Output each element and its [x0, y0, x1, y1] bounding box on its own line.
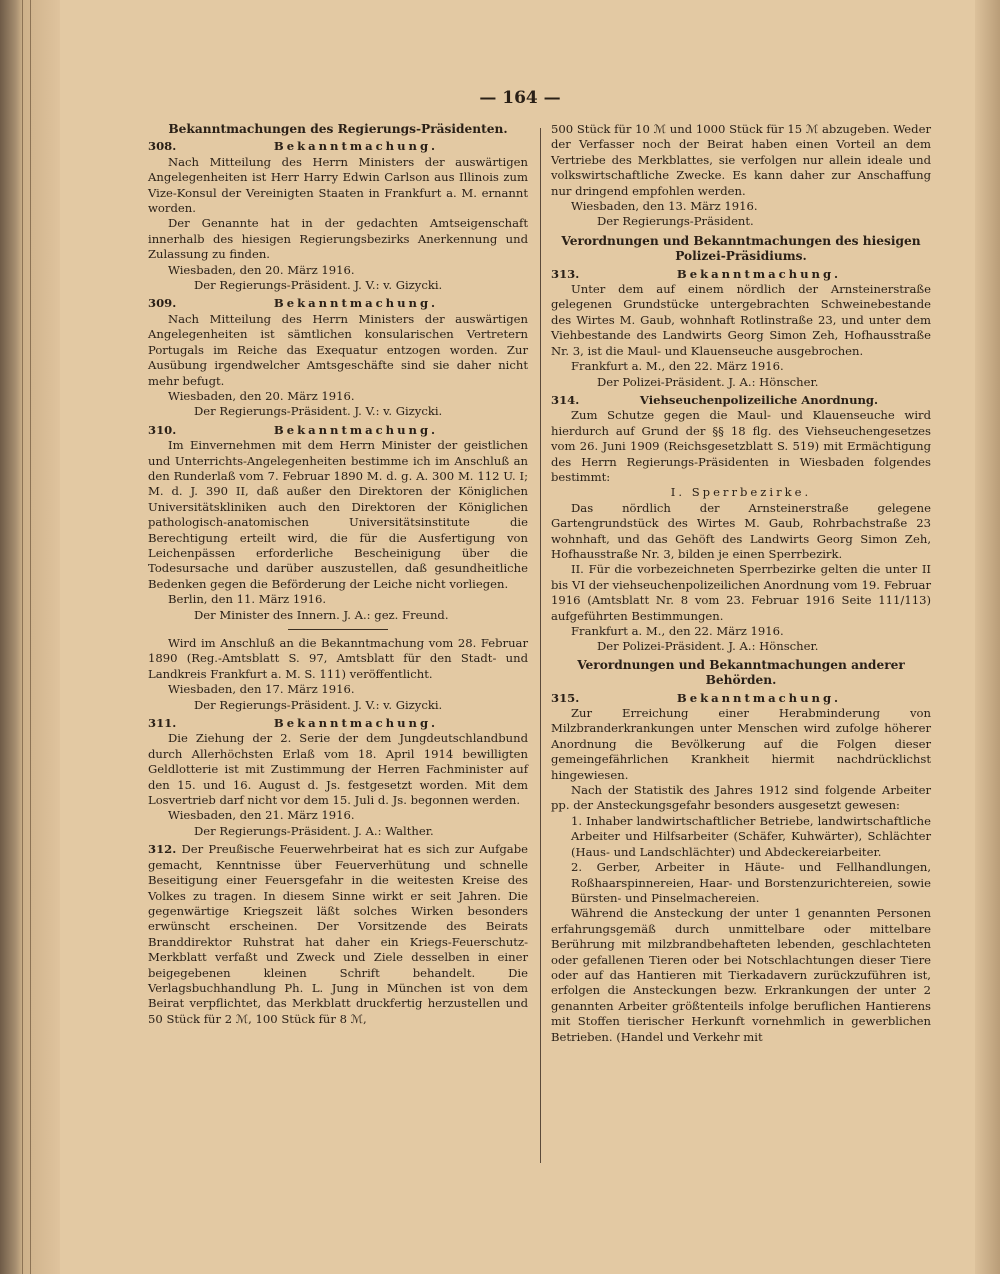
- entry-text: Nach der Statistik des Jahres 1912 sind folgende Arbeiter pp. der Ansteckungsgefahr besonders ausgesetzt gewesen:: [551, 783, 931, 813]
- binding-edge-line: [30, 0, 31, 1274]
- entry-308: [148, 139, 528, 293]
- entry-number: 314.: [551, 392, 580, 407]
- book-binding: [0, 0, 22, 1274]
- entry-signature: Der Regierungs-Präsident. J. V.: v. Gizycki.: [194, 278, 443, 293]
- entry-signature: Der Regierungs-Präsident.: [597, 214, 754, 229]
- entry-title: Bekanntmachung.: [273, 422, 439, 437]
- entry-text: Die Ziehung der 2. Serie der dem Jungdeutschlandbund durch Allerhöchsten Erlaß vom 18. April 1914 bewilligten Geldlotterie ist mit Zustimmung der Herren Fachminister auf den 15. und 16. August d. Js. festgesetzt worden. Mit dem Losvertrieb darf nicht vor dem 15. Juli d. Js. begonnen werden.: [148, 731, 528, 808]
- entry-number: 310.: [148, 422, 177, 437]
- entry-text: Das nördlich der Arnsteinerstraße gelegene Gartengrundstück des Wirtes M. Gaub, Rohrbachstraße 23 wohnhaft, und das Gehöft des Landwirts Georg Simon Zeh, Hofhausstraße Nr. 3, bilden je einen Sperrbezirk.: [551, 500, 931, 561]
- page-gutter: [22, 0, 60, 1274]
- left-column: [148, 122, 528, 1030]
- entry-signature: Der Polizei-Präsident. J. A.: Hönscher.: [597, 639, 819, 654]
- entry-number: 309.: [148, 296, 177, 311]
- entry-signature: Der Minister des Innern. J. A.: gez. Freund.: [194, 607, 449, 622]
- subheading: I. Sperrbezirke.: [670, 485, 812, 500]
- entry-title: Bekanntmachung.: [676, 266, 842, 281]
- binding-edge-line: [22, 0, 23, 1274]
- entry-312: [148, 842, 528, 1027]
- entry-text: Zum Schutze gegen die Maul- und Klauenseuche wird hierdurch auf Grund der §§ 18 flg. des Viehseuchengesetzes vom 26. Juni 1909 (Reichsgesetzblatt S. 519) mit Ermächtigung des Herrn Regierungs-Präsidenten in Wiesbaden folgendes bestimmt:: [551, 408, 931, 484]
- entry-title: Bekanntmachung.: [676, 690, 842, 705]
- entry-text: Nach Mitteilung des Herrn Ministers der auswärtigen Angelegenheiten ist Herr Harry Edwin Carlson aus Illinois zum Vize-Konsul der Vereinigten Staaten in Frankfurt a. M. ernannt worden.: [148, 154, 528, 216]
- entry-signature: Der Polizei-Präsident. J. A.: Hönscher.: [597, 374, 819, 389]
- entry-signature: Der Regierungs-Präsident. J. V.: v. Gizycki.: [194, 404, 443, 419]
- entry-title: Viehseuchenpolizeiliche Anordnung.: [639, 392, 879, 407]
- entry-text: Der Genannte hat in der gedachten Amtseigenschaft innerhalb des hiesigen Regierungsbezirks Anerkennung und Zulassung zu finden.: [148, 216, 528, 262]
- entry-signature: Der Regierungs-Präsident. J. V.: v. Gizycki.: [194, 697, 443, 712]
- entry-text: Im Einvernehmen mit dem Herrn Minister der geistlichen und Unterrichts-Angelegenheiten bestimme ich im Anschluß an den Runderlaß vom 7. Februar 1890 M. d. g. A. 300 M. 112 U. I; M. d. J. 390 II, daß außer den Direktoren der Königlichen Universitätskliniken auch den Direktoren der Königlichen pathologisch-anatomischen Universitätsinstitute die Berechtigung erteilt wird, die für die Ausfertigung von Leichenpässen erforderliche Bescheinigung über die Todesursache und darüber auszustellen, daß gesundheitliche Bedenken gegen die Beförderung der Leiche nicht vorliegen.: [148, 438, 528, 591]
- entry-number: 312.: [148, 842, 177, 857]
- entry-number: 313.: [551, 266, 580, 281]
- entry-signature: Der Regierungs-Präsident. J. A.: Walther.: [194, 823, 434, 838]
- entry-text: [148, 842, 528, 1027]
- separator-rule: [288, 629, 388, 630]
- page-edge: [975, 0, 1000, 1274]
- entry-date: Wiesbaden, den 13. März 1916.: [571, 199, 758, 214]
- entry-title: Bekanntmachung.: [273, 296, 439, 311]
- entry-date: Wiesbaden, den 20. März 1916.: [168, 388, 355, 403]
- continuation-text: 500 Stück für 10 ℳ und 1000 Stück für 15 ℳ abzugeben. Weder der Verfasser noch der Beirat haben einen Vorteil an dem Vertriebe des Merkblattes, sie verfolgen nur allein ideale und volkswirtschaftliche Zwecke. Es kann daher zur Anschaffung nur dringend empfohlen werden.: [551, 122, 931, 198]
- entry-text: Wird im Anschluß an die Bekanntmachung vom 28. Februar 1890 (Reg.-Amtsblatt S. 97, Amtsblatt für den Stadt- und Landkreis Frankfurt a. M. S. 111) veröffentlicht.: [148, 636, 528, 681]
- entry-text: Zur Erreichung einer Herabminderung von Milzbranderkrankungen unter Menschen wird zufolge höherer Anordnung die Bevölkerung auf die Folgen dieser gemeingefährlichen Krankheit hiermit nachdrücklichst hingewiesen.: [551, 706, 931, 782]
- entry-text: II. Für die vorbezeichneten Sperrbezirke gelten die unter II bis VI der viehseuchenpolizeilichen Anordnung vom 19. Februar 1916 (Amtsblatt Nr. 8 vom 23. Februar 1916 Seite 111/113) aufgeführten Bestimmungen.: [551, 562, 931, 623]
- list-item: 2. Gerber, Arbeiter in Häute- und Fellhandlungen, Roßhaarspinnereien, Haar- und Borstenzurichtereien, sowie Bürsten- und Pinselmachereien.: [571, 860, 931, 905]
- entry-number: 315.: [551, 690, 580, 705]
- entry-311: [148, 716, 528, 839]
- entry-number: 308.: [148, 139, 177, 154]
- section-heading: Verordnungen und Bekanntmachungen des hiesigen Polizei-Präsidiums.: [561, 233, 921, 264]
- entry-title: Bekanntmachung.: [273, 139, 439, 154]
- right-column: [551, 122, 931, 1048]
- entry-313: [551, 267, 931, 390]
- entry-date: Wiesbaden, den 17. März 1916.: [168, 682, 355, 697]
- section-heading: Bekanntmachungen des Regierungs-Präsidenten.: [168, 122, 508, 136]
- entry-text: Nach Mitteilung des Herrn Ministers der auswärtigen Angelegenheiten ist sämtlichen konsularischen Vertretern Portugals im Reiche das Exequatur entzogen worden. Zur Ausübung irgendwelcher Amtsgeschäfte sind sie daher nicht mehr befugt.: [148, 311, 528, 388]
- entry-text: Unter dem auf einem nördlich der Arnsteinerstraße gelegenen Grundstücke untergebrachten Schweinebestande des Wirtes M. Gaub, wohnhaft Rotlinstraße 23, und unter dem Viehbestande des Landwirts Georg Simon Zeh, Hofhausstraße Nr. 3, ist die Maul- und Klauenseuche ausgebrochen.: [551, 282, 931, 358]
- page-number: — 164 —: [479, 88, 561, 108]
- entry-date: Wiesbaden, den 21. März 1916.: [168, 808, 355, 823]
- column-divider: [540, 128, 541, 1163]
- entry-body: Der Preußische Feuerwehrbeirat hat es sich zur Aufgabe gemacht, Kenntnisse über Feuerverhütung und schnelle Beseitigung einer Feuersgefahr in die weitesten Kreise des Volkes zu tragen. In diesem Sinne wirkt er seit Jahren. Die gegenwärtige Kriegszeit läßt solches Wirken besonders erwünscht erscheinen. Der Vorsitzende des Beirats Branddirektor Ruhstrat hat daher ein Kriegs-Feuerschutz-Merkblatt verfaßt und Zweck und Ziele desselben in einer beigegebenen kleinen Schrift behandelt. Die Verlagsbuchhandlung Ph. L. Jung in München ist von dem Beirat verpflichtet, das Merkblatt druckfertig herzustellen und 50 Stück für 2 ℳ, 100 Stück für 8 ℳ,: [148, 842, 529, 1026]
- entry-number: 311.: [148, 716, 177, 731]
- entry-309: [148, 296, 528, 419]
- entry-314: [551, 393, 931, 655]
- entry-text: Während die Ansteckung der unter 1 genannten Personen erfahrungsgemäß durch unmittelbare oder mittelbare Berührung mit milzbrandbehafteten lebenden, geschlachteten oder gefallenen Tieren oder bei Notschlachtungen dieser Tiere oder auf das Hantieren mit Tierkadavern zurückzuführen ist, erfolgen die Ansteckungen bezw. Erkrankungen der unter 2 genannten Arbeiter größtenteils infolge beruflichen Hantierens mit Stoffen tierischer Herkunft vornehmlich in gewerblichen Betrieben. (Handel und Verkehr mit: [551, 906, 931, 1044]
- entry-date: Frankfurt a. M., den 22. März 1916.: [571, 624, 784, 638]
- entry-date: Wiesbaden, den 20. März 1916.: [168, 262, 355, 277]
- section-heading: Verordnungen und Bekanntmachungen anderer Behörden.: [577, 657, 905, 688]
- entry-315: [551, 691, 931, 1045]
- entry-title: Bekanntmachung.: [273, 716, 439, 731]
- entry-date: Berlin, den 11. März 1916.: [168, 592, 327, 607]
- list-item: 1. Inhaber landwirtschaftlicher Betriebe, landwirtschaftliche Arbeiter und Hilfsarbeiter (Schäfer, Kuhwärter), Schlächter (Haus- und Landschlächter) und Abdeckereiarbeiter.: [571, 813, 931, 859]
- entry-310: [148, 423, 528, 713]
- entry-date: Frankfurt a. M., den 22. März 1916.: [571, 359, 784, 374]
